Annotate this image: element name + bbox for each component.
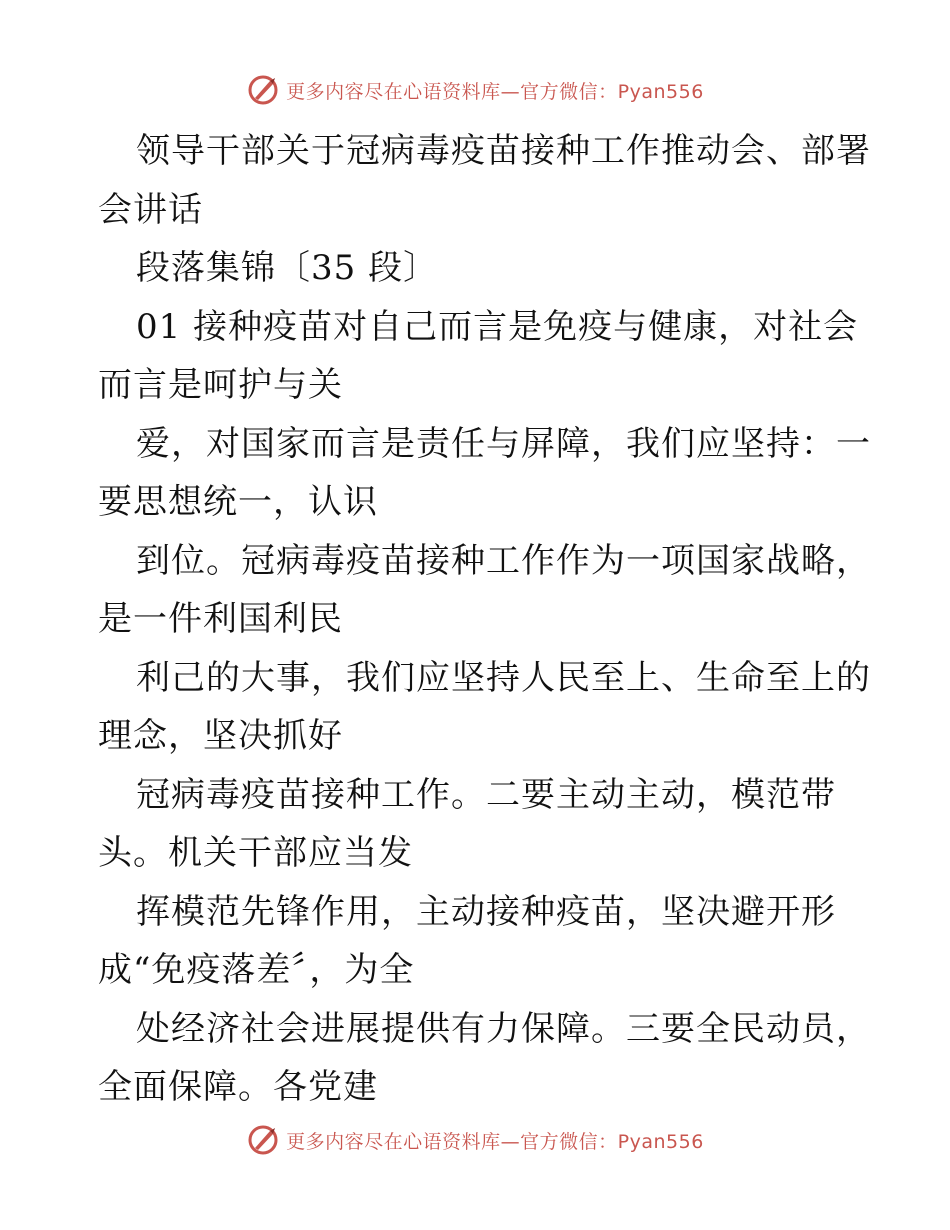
watermark-text: 更多内容尽在心语资料库—官方微信：Pyan556: [286, 1130, 704, 1153]
text-line: 挥模范先锋作用，主动接种疫苗，坚决避开形: [136, 891, 836, 932]
watermark-text: 更多内容尽在心语资料库—官方微信：Pyan556: [286, 80, 704, 103]
text-line: 全面保障。各党建: [98, 1067, 378, 1107]
text-line: 头。机关干部应当发: [98, 833, 413, 873]
footer-watermark: [0, 1120, 950, 1160]
text-line: 利己的大事，我们应坚持人民至上、生命至上的: [136, 657, 871, 698]
text-line: 01 接种疫苗对自己而言是免疫与健康，对社会: [136, 306, 859, 347]
text-line: 成“免疫落差〞，为全: [98, 950, 415, 990]
text-line: 爱，对国家而言是责任与屏障，我们应坚持：一: [136, 423, 871, 464]
quill-logo-icon: [246, 73, 280, 107]
header-watermark: [0, 70, 950, 110]
text-line: 处经济社会进展提供有力保障。三要全民动员，: [136, 1008, 871, 1049]
text-line: 而言是呵护与关: [98, 365, 343, 405]
text-line: 冠病毒疫苗接种工作。二要主动主动，模范带: [136, 774, 836, 815]
text-line: 会讲话: [98, 189, 203, 230]
text-line: 要思想统一，认识: [98, 482, 378, 522]
text-line: 段落集锦〔35 段〕: [136, 248, 439, 288]
text-line: 到位。冠病毒疫苗接种工作作为一项国家战略，: [136, 540, 871, 581]
text-line: 领导干部关于冠病毒疫苗接种工作推动会、部署: [136, 131, 871, 171]
text-line: 是一件利国利民: [98, 599, 343, 639]
document-body: [98, 122, 871, 1117]
text-line: 理念，坚决抓好: [98, 716, 343, 756]
quill-logo-icon: [246, 1123, 280, 1157]
